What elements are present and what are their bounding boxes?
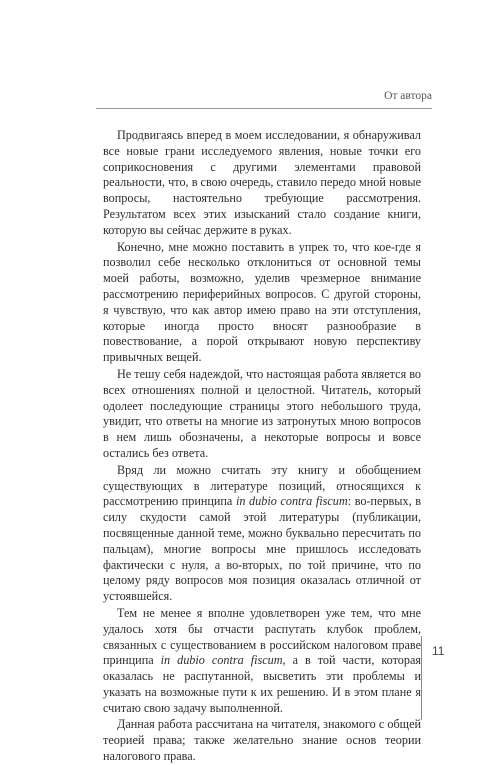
running-header-title: От автора xyxy=(384,90,432,102)
body-text xyxy=(103,128,421,765)
paragraph: Данная работа рассчитана на читателя, знакомого с общей теорией права; также желательно знание основ теории налогового права. xyxy=(103,717,421,764)
page-number: 11 xyxy=(432,644,445,658)
paragraph: Продвигаясь вперед в моем исследовании, я обнаруживал все новые грани исследуемого явления, новые точки его соприкосновения с другими элементами правовой реальности, что, в свою очередь, ставило передо мной новые вопросы, настоятельно требующие рассмотрения. Результатом всех этих изысканий стало создание книги, которую вы сейчас держите в руках. xyxy=(103,128,421,237)
paragraph xyxy=(103,463,421,605)
paragraph-text: : во-первых, в силу скудости самой этой литературы (публикации, посвященные данной теме, можно буквально пересчитать по пальцам), многие вопросы мне пришлось исследовать фактически с нуля, а во-вторых, по той причине, что по целому ряду вопросов моя позиция оказалась отличной от устоявшейся. xyxy=(103,494,422,604)
paragraph-text: , а в той части, которая оказалась не распутанной, высветить эти проблемы и указать на возможные пути к их решению. И в этом плане я считаю свою задачу выполненной. xyxy=(103,653,421,715)
header-divider xyxy=(96,108,432,109)
paragraph-text: Тем не менее я вполне удовлетворен уже тем, что мне удалось хотя бы отчасти распутать клубок проблем, связанных с существованием в российском налоговом праве принципа xyxy=(103,605,421,668)
latin-term: in dubio contra fiscum xyxy=(235,494,348,509)
paragraph-text: Вряд ли можно считать эту книгу и обобщением существующих в литературе позиций, относящихся к рассмотрению принципа xyxy=(103,462,421,509)
footer-divider xyxy=(421,636,422,720)
latin-term: in dubio contra fiscum xyxy=(160,653,283,668)
paragraph: Не тешу себя надеждой, что настоящая работа является во всех отношениях полной и целостной. Читатель, который одолеет последующие страницы этого небольшого труда, увидит, что ответы на многие из затронутых мною вопросов в нем лишь обозначены, а некоторые вопросы и вовсе остались без ответа. xyxy=(103,366,421,460)
paragraph xyxy=(103,606,421,717)
paragraph: Конечно, мне можно поставить в упрек то, что кое-где я позволил себе несколько отклониться от основной темы моей работы, возможно, уделив чрезмерное внимание рассмотрению периферийных вопросов. С другой стороны, я чувствую, что как автор имею право на эти отступления, которые иногда просто вносят разнообразие в повествование, а порой открывают новую перспективу привычных вещей. xyxy=(103,239,421,365)
